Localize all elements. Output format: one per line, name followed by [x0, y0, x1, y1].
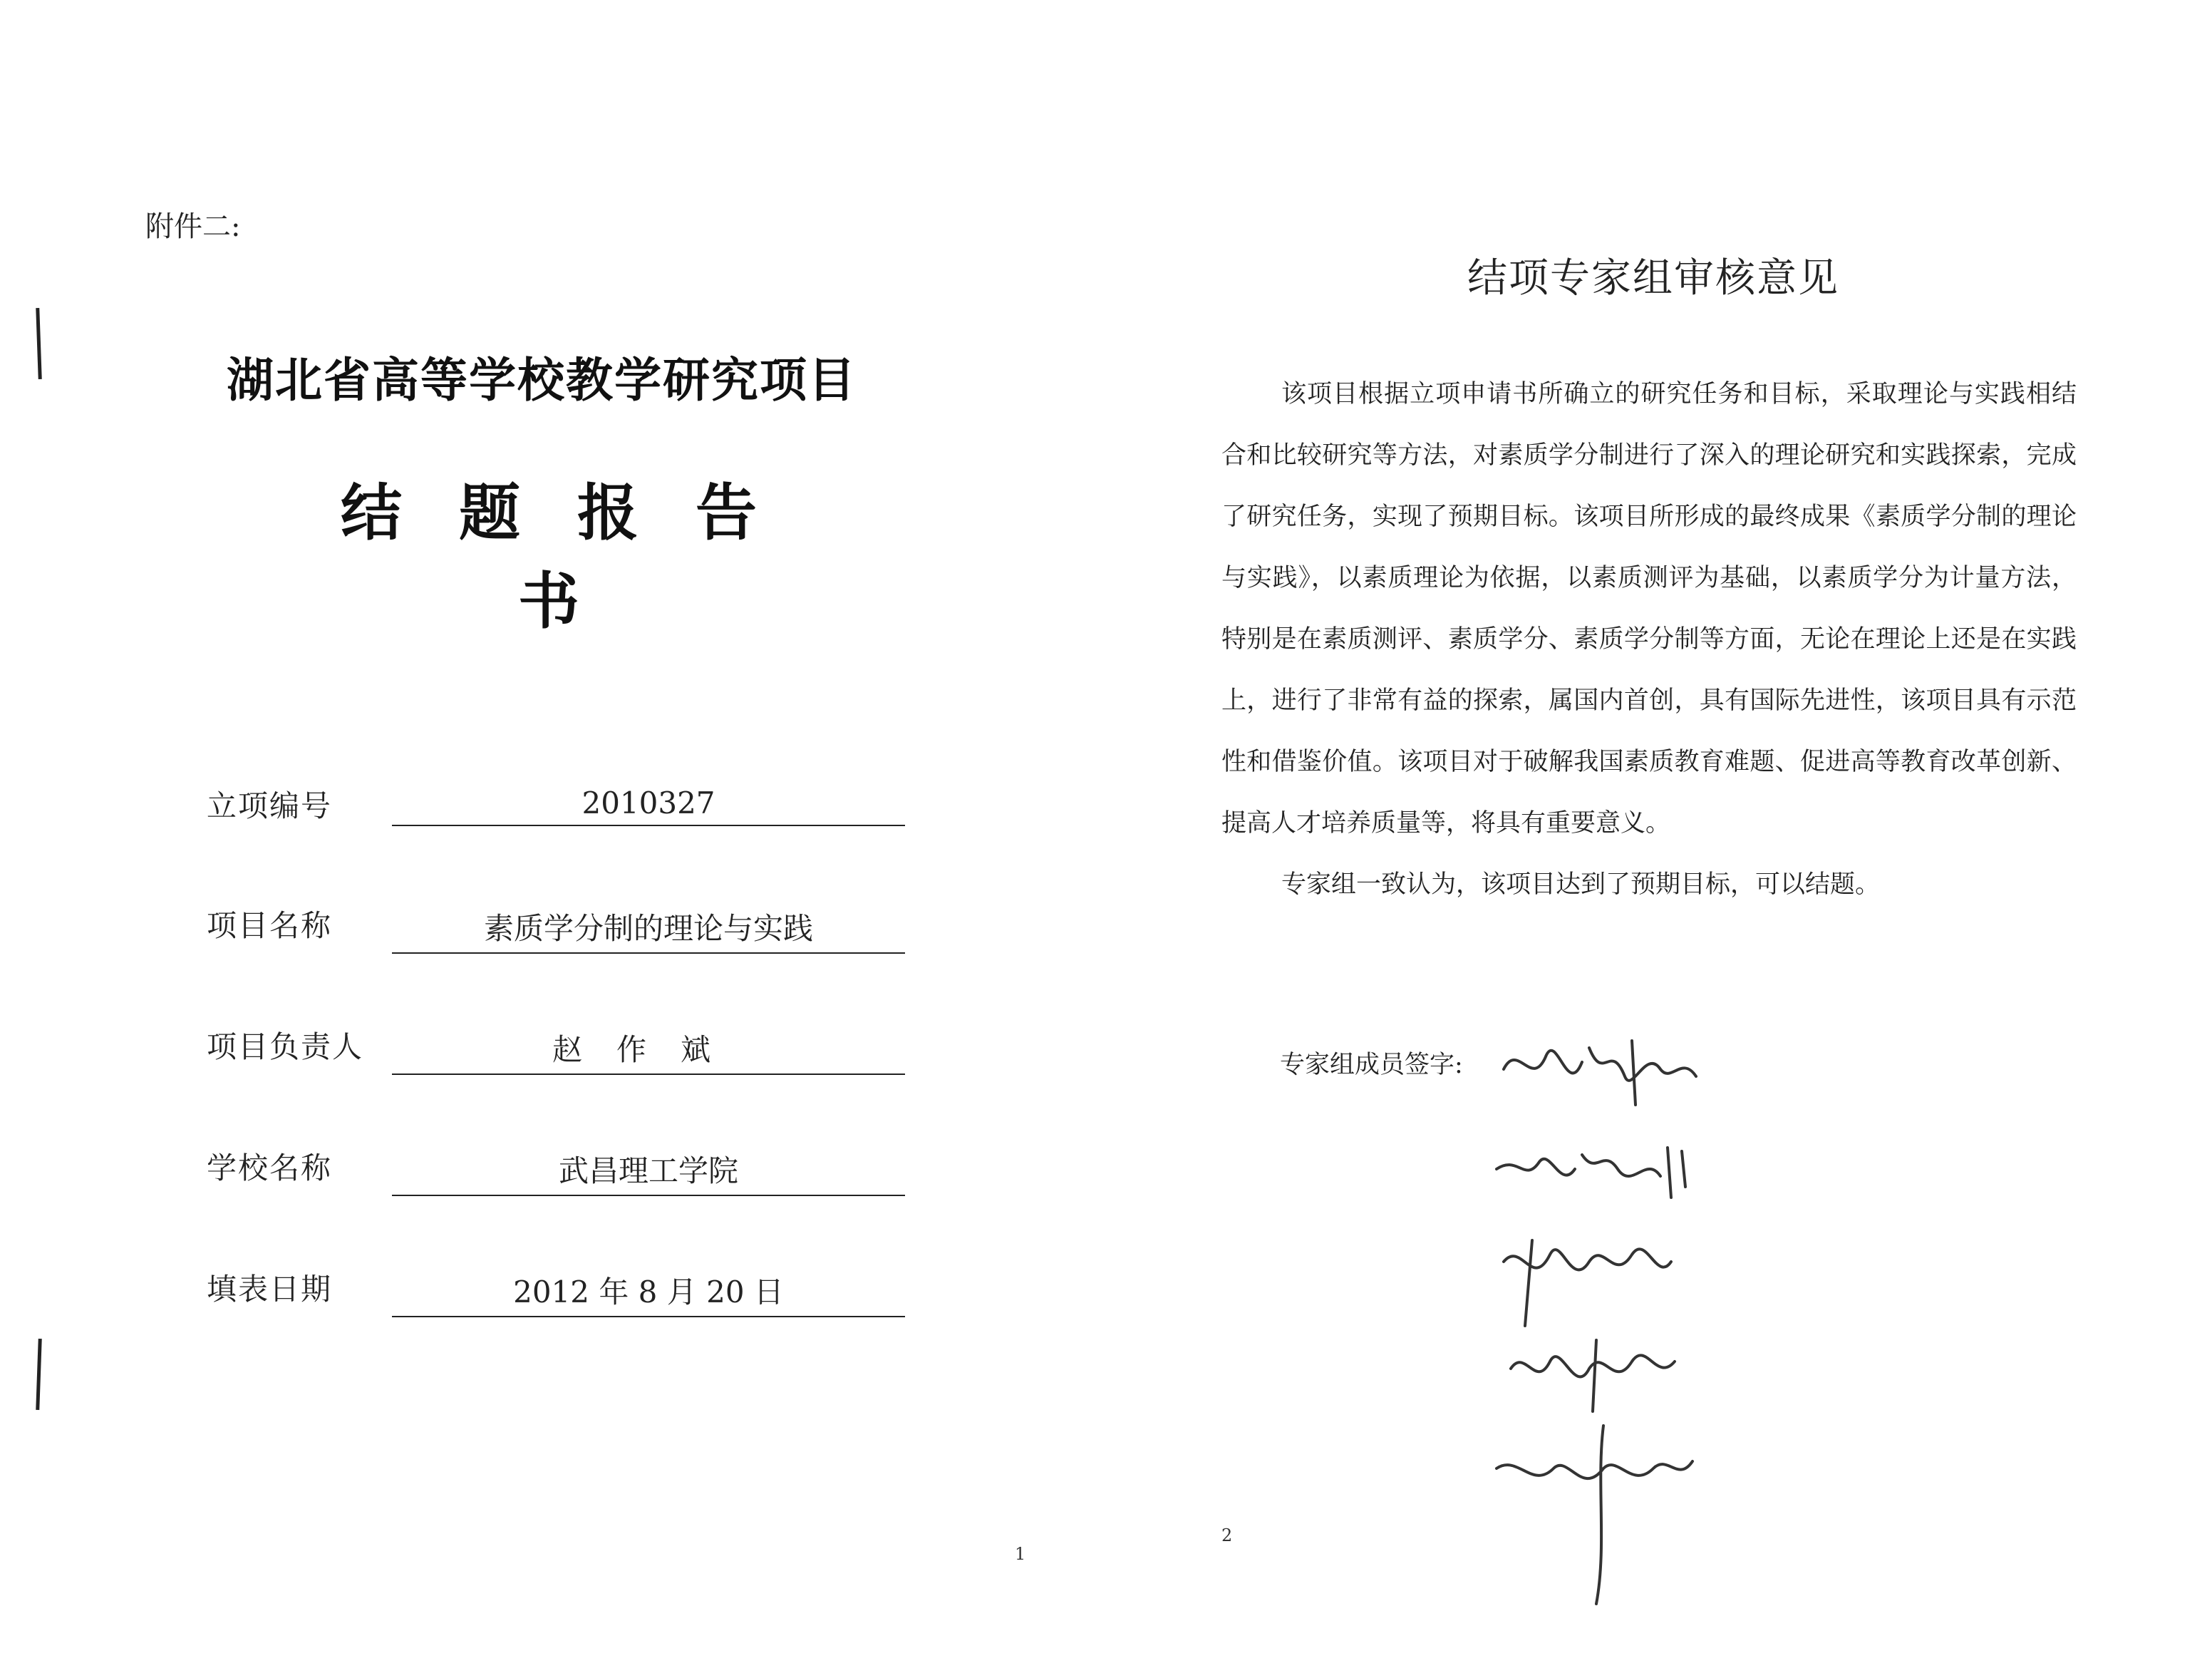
binding-mark: [36, 1339, 41, 1410]
field-label: 项目负责人: [207, 1029, 364, 1064]
binding-mark: [36, 308, 41, 379]
field-project-name: [207, 902, 919, 948]
report-subtitle: 结题报告书: [341, 478, 814, 637]
field-project-number: [207, 783, 919, 828]
handwritten-signatures: [1489, 1026, 1746, 1611]
field-value: 2012 年 8 月 20 日: [392, 1269, 905, 1317]
page-number: 1: [1015, 1544, 1026, 1564]
field-value: 2010327: [392, 786, 905, 826]
report-title: 湖北省高等学校教学研究项目: [227, 353, 857, 408]
field-project-leader: [207, 1024, 919, 1069]
attachment-label: 附件二:: [145, 210, 241, 243]
field-label: 项目名称: [207, 908, 333, 943]
field-school-name: [207, 1145, 919, 1190]
field-fill-date: [207, 1266, 919, 1312]
page-number: 2: [1221, 1525, 1233, 1545]
field-value: 赵作斌: [392, 1026, 905, 1075]
signature-1: [1504, 1041, 1696, 1105]
signature-label: 专家组成员签字:: [1280, 1051, 1463, 1079]
review-conclusion: 专家组一致认为，该项目达到了预期目标，可以结题。: [1281, 870, 1881, 899]
signature-4: [1511, 1340, 1675, 1411]
signature-2: [1497, 1148, 1685, 1198]
field-label: 学校名称: [207, 1150, 333, 1185]
review-paragraph: 该项目根据立项申请书所确立的研究任务和目标，采取理论与实践相结合和比较研究等方法，对素质学分制进行了深入的理论研究和实践探索，完成了研究任务，实现了预期目标。该项目所形成的最终成果《素质学分制的理论与实践》，以素质理论为依据，以素质测评为基础，以素质学分为计量方法，特别是在素质测评、素质学分、素质学分制等方面，无论在理论上还是在实践上，进行了非常有益的探索，属国内首创，具有国际先进性，该项目具有示范性和借鉴价值。该项目对于破解我国素质教育难题、促进高等教育改革创新、提高人才培养质量等，将具有重要意义。: [1221, 380, 2077, 838]
field-value: 武昌理工学院: [392, 1148, 905, 1196]
signature-5: [1497, 1426, 1692, 1604]
review-body: [1221, 364, 2077, 915]
field-label: 立项编号: [207, 788, 333, 823]
review-title: 结项专家组审核意见: [1467, 255, 1839, 302]
signature-3: [1504, 1240, 1671, 1326]
field-label: 填表日期: [207, 1272, 333, 1307]
field-value: 素质学分制的理论与实践: [392, 905, 905, 954]
